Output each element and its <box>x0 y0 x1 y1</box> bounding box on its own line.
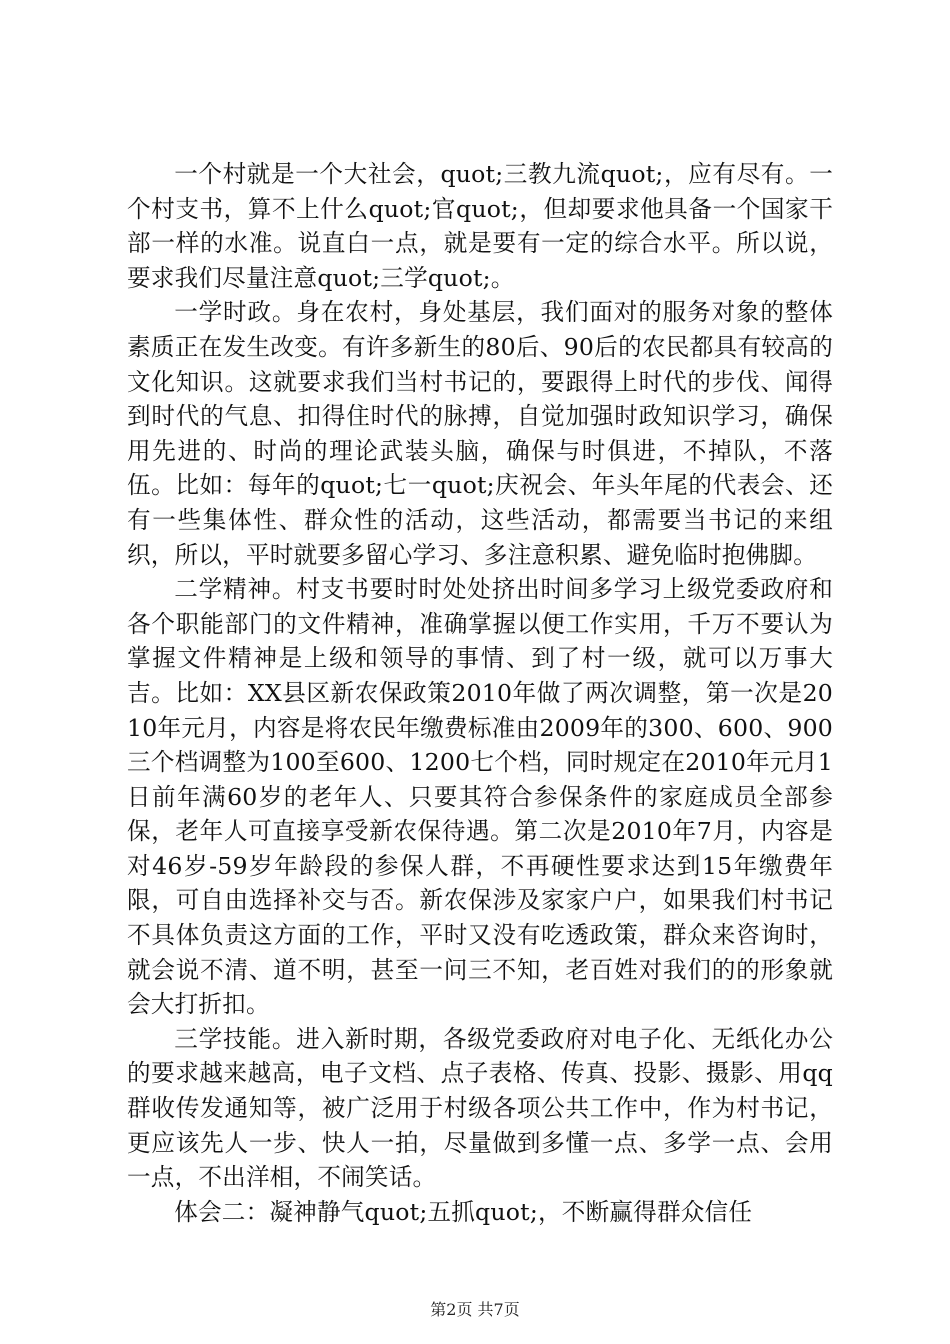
paragraph-study-skills: 三学技能。进入新时期，各级党委政府对电子化、无纸化办公的要求越来越高，电子文档、点子表格、传真、投影、摄影、用qq群收传发通知等，被广泛用于村级各项公共工作中，作为村书记，更应该先人一步、快人一拍，尽量做到多懂一点、多学一点、会用一点，不出洋相，不闹笑话。 <box>127 1024 833 1192</box>
section-heading-experience-two: 体会二：凝神静气quot;五抓quot;，不断赢得群众信任 <box>174 1197 753 1226</box>
body-text <box>127 157 833 1229</box>
paragraph-study-spirit: 二学精神。村支书要时时处处挤出时间多学习上级党委政府和各个职能部门的文件精神，准确掌握以便工作实用，千万不要认为掌握文件精神是上级和领导的事情、到了村一级，就可以万事大吉。比如：XX县区新农保政策2010年做了两次调整，第一次是2010年元月，内容是将农民年缴费标准由2009年的300、600、900三个档调整为100至600、1200七个档，同时规定在2010年元月1日前年满60岁的老年人、只要其符合参保条件的家庭成员全部参保，老年人可直接享受新农保待遇。第二次是2010年7月，内容是对46岁-59岁年龄段的参保人群，不再硬性要求达到15年缴费年限，可自由选择补交与否。新农保涉及家家户户，如果我们村书记不具体负责这方面的工作，平时又没有吃透政策，群众来咨询时，就会说不清、道不明，甚至一问三不知，老百姓对我们的的形象就会大打折扣。 <box>127 575 833 1019</box>
paragraph-study-politics: 一学时政。身在农村，身处基层，我们面对的服务对象的整体素质正在发生改变。有许多新生的80后、90后的农民都具有较高的文化知识。这就要求我们当村书记的，要跟得上时代的步伐、闻得到时代的气息、扣得住时代的脉搏，自觉加强时政知识学习，确保用先进的、时尚的理论武装头脑，确保与时俱进，不掉队，不落伍。比如：每年的quot;七一quot;庆祝会、年头年尾的代表会、还有一些集体性、群众性的活动，这些活动，都需要当书记的来组织，所以，平时就要多留心学习、多注意积累、避免临时抱佛脚。 <box>127 298 833 569</box>
page-footer: 第2页 共7页 <box>430 1300 520 1319</box>
paragraph-intro: 一个村就是一个大社会，quot;三教九流quot;，应有尽有。一个村支书，算不上什么quot;官quot;，但却要求他具备一个国家干部一样的水准。说直白一点，就是要有一定的综合水平。所以说，要求我们尽量注意quot;三学quot;。 <box>127 160 833 292</box>
